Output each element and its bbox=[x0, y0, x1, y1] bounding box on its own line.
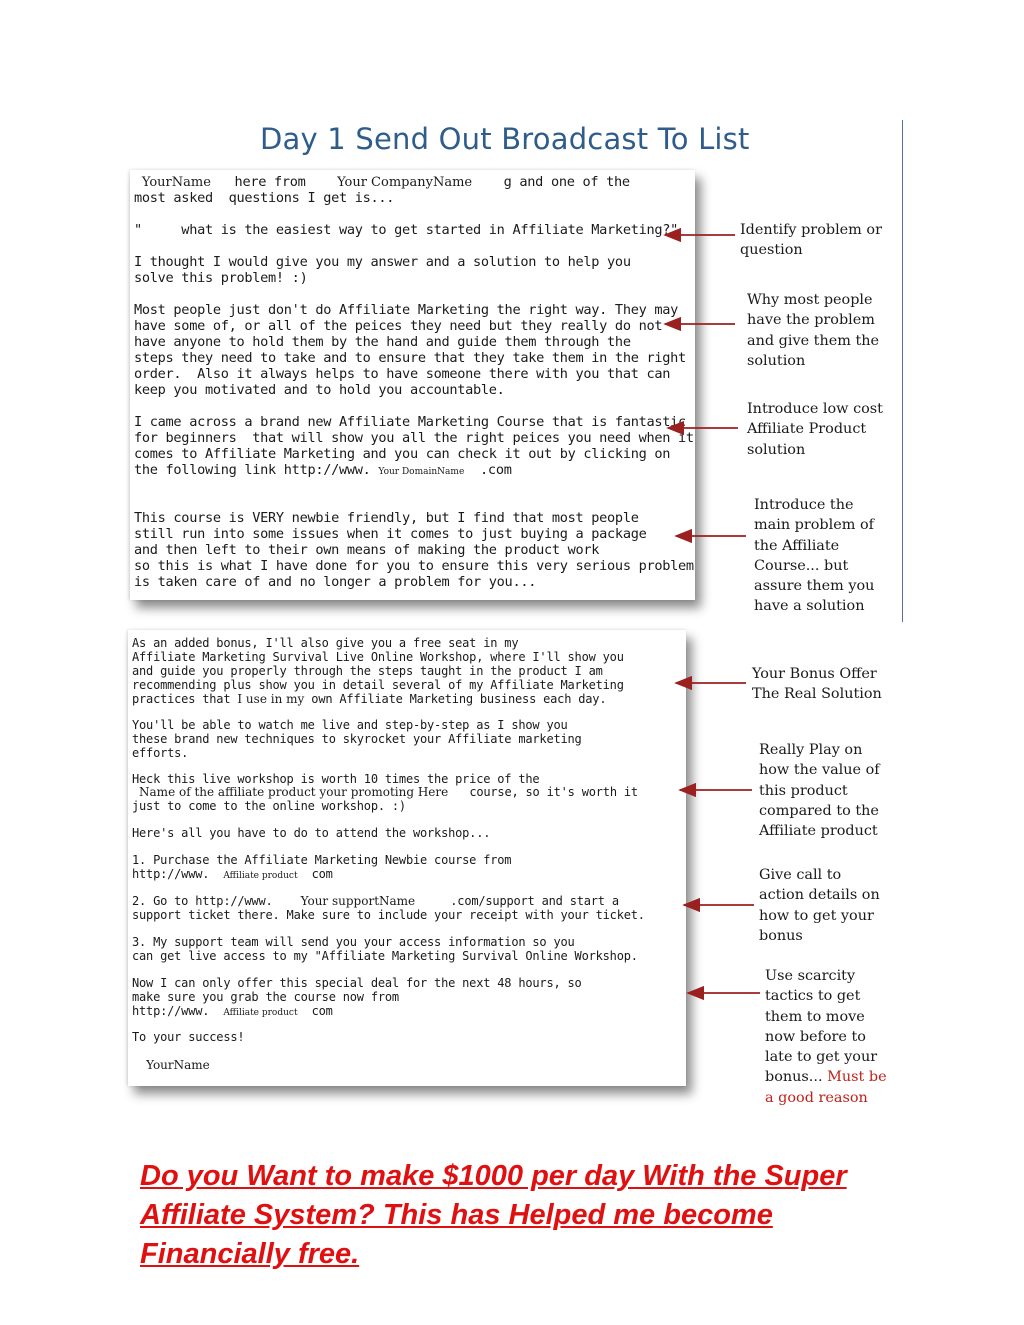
placeholder-field: Your DomainName bbox=[378, 467, 465, 477]
text-fragment: Heck this live workshop is worth 10 times the price of the bbox=[132, 772, 540, 786]
text-fragment: To your success! bbox=[132, 1030, 245, 1044]
text-fragment: As an added bonus, I'll also give you a free seat in my bbox=[132, 636, 519, 650]
text-fragment: just to come to the online workshop. :) bbox=[132, 799, 406, 813]
text-fragment: This course is VERY newbie friendly, but I find that most people bbox=[134, 510, 639, 526]
text-fragment: I thought I would give you my answer and a solution to help you bbox=[134, 254, 631, 270]
placeholder-field: Name of the affiliate product your promoting Here bbox=[139, 785, 449, 799]
text-fragment: practices that bbox=[132, 692, 238, 706]
text-fragment: 2. Go to http://www. bbox=[132, 894, 301, 908]
annotation-value-play: Really Play on how the value of this product compared to the Affiliate product bbox=[759, 742, 880, 840]
placeholder-field: Affiliate product bbox=[223, 1008, 298, 1018]
placeholder-field: YourName bbox=[146, 1058, 210, 1072]
text-fragment: support ticket there. Make sure to include your receipt with your ticket. bbox=[132, 908, 645, 922]
text-fragment: recommending plus show you in detail several of my Affiliate Marketing bbox=[132, 678, 624, 692]
text-fragment: keep you motivated and to hold you accountable. bbox=[134, 382, 505, 398]
text-fragment: solve this problem! :) bbox=[134, 270, 308, 286]
promo-headline[interactable]: Do you Want to make $1000 per day With the Super Affiliate System? This has Helped me become Financially free. bbox=[140, 1160, 847, 1270]
text-fragment: http://www. bbox=[132, 1004, 224, 1018]
text-fragment: comes to Affiliate Marketing and you can check it out by clicking on bbox=[134, 446, 671, 462]
text-fragment: efforts. bbox=[132, 746, 189, 760]
text-fragment: own Affiliate Marketing business each day. bbox=[304, 692, 607, 706]
text-fragment: You'll be able to watch me live and step-by-step as I show you bbox=[132, 718, 568, 732]
placeholder-field: Your supportName bbox=[300, 894, 416, 908]
text-fragment: http://www. bbox=[132, 867, 224, 881]
text-fragment: here from bbox=[210, 174, 338, 190]
text-fragment: .com bbox=[464, 462, 512, 478]
text-fragment: still run into some issues when it comes to just buying a package bbox=[134, 526, 647, 542]
annotation-why-people-have-problem: Why most people have the problem and give them the solution bbox=[747, 292, 880, 369]
text-fragment: steps they need to take and to ensure that they take them in the right bbox=[134, 350, 686, 366]
text-fragment: Here's all you have to do to attend the workshop... bbox=[132, 826, 491, 840]
text-fragment: the following link http://www. bbox=[134, 462, 379, 478]
text-fragment: have some of, or all of the peices they need but they really do not bbox=[134, 318, 663, 334]
text-fragment: Most people just don't do Affiliate Marketing the right way. They may bbox=[134, 302, 679, 318]
placeholder-field: Your CompanyName bbox=[337, 175, 473, 190]
text-fragment: is taken care of and no longer a problem for you... bbox=[134, 574, 537, 590]
placeholder-field: I use in my bbox=[237, 692, 305, 706]
text-fragment: make sure you grab the course now from bbox=[132, 990, 399, 1004]
annotation-identify-problem: Identify problem or question bbox=[740, 222, 882, 259]
text-fragment: " what is the easiest way to get started in Affiliate Marketing?" bbox=[134, 222, 679, 238]
text-fragment: and guide you properly through the steps taught in the product I am bbox=[132, 664, 603, 678]
text-fragment: most asked questions I get is... bbox=[134, 190, 395, 206]
text-fragment: so this is what I have done for you to ensure this very serious problem bbox=[134, 558, 694, 574]
text-fragment: Affiliate Marketing Survival Live Online Workshop, where I'll show you bbox=[132, 650, 624, 664]
text-fragment: 3. My support team will send you your access information so you bbox=[132, 935, 575, 949]
text-fragment: com bbox=[297, 1004, 333, 1018]
text-fragment: order. Also it always helps to have someone there with you that can bbox=[134, 366, 671, 382]
annotation-main-problem: Introduce the main problem of the Affiliate Course... but assure them you have a solution bbox=[754, 497, 875, 615]
placeholder-field: Affiliate product bbox=[223, 871, 298, 881]
annotation-bonus-offer: Your Bonus Offer The Real Solution bbox=[752, 666, 882, 703]
text-fragment: course, so it's worth it bbox=[448, 785, 638, 799]
text-fragment: g and one of the bbox=[472, 174, 630, 190]
text-fragment: com bbox=[297, 867, 333, 881]
page-title: Day 1 Send Out Broadcast To List bbox=[260, 122, 750, 156]
text-fragment: can get live access to my "Affiliate Marketing Survival Online Workshop. bbox=[132, 949, 638, 963]
annotation-call-to-action: Give call to action details on how to get your bonus bbox=[759, 867, 880, 944]
text-fragment: and then left to their own means of making the product work bbox=[134, 542, 600, 558]
text-fragment: I came across a brand new Affiliate Marketing Course that is fantastic bbox=[134, 414, 686, 430]
text-fragment: have anyone to hold them by the hand and guide them through the bbox=[134, 334, 631, 350]
text-fragment: 1. Purchase the Affiliate Marketing Newbie course from bbox=[132, 853, 512, 867]
text-fragment: .com/support and start a bbox=[415, 894, 619, 908]
text-fragment: these brand new techniques to skyrocket your Affiliate marketing bbox=[132, 732, 582, 746]
text-fragment: for beginners that will show you all the right peices you need when it bbox=[134, 430, 694, 446]
placeholder-field: YourName bbox=[141, 175, 211, 190]
annotation-introduce-product: Introduce low cost Affiliate Product solution bbox=[747, 401, 883, 458]
annotation-scarcity: Use scarcity tactics to get them to move now before to late to get your bonus... Must be a good reason bbox=[765, 968, 887, 1106]
text-fragment: Now I can only offer this special deal for the next 48 hours, so bbox=[132, 976, 582, 990]
